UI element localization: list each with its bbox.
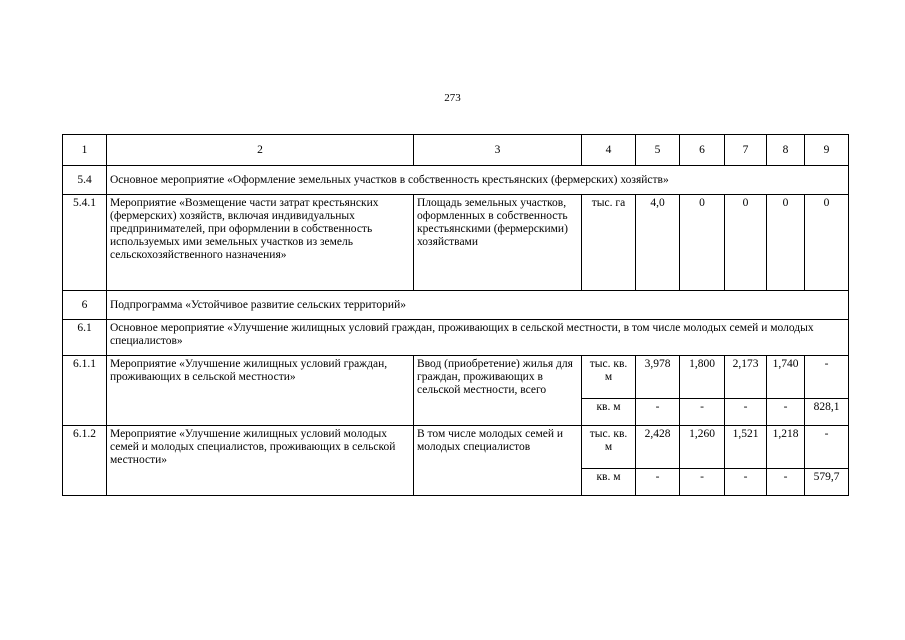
value-cell: - bbox=[805, 426, 849, 469]
header-cell-4: 4 bbox=[582, 135, 636, 166]
row-number: 5.4 bbox=[63, 166, 107, 195]
indicator-name: Площадь земельных участков, оформленных в собственность крестьянскими (фермерскими) хозяйствами bbox=[414, 195, 582, 291]
value-cell: 0 bbox=[680, 195, 725, 291]
row-number: 6 bbox=[63, 291, 107, 320]
value-cell: - bbox=[767, 469, 805, 496]
value-cell: - bbox=[636, 399, 680, 426]
header-cell-7: 7 bbox=[725, 135, 767, 166]
page-number: 273 bbox=[444, 92, 461, 104]
table-row bbox=[63, 166, 849, 195]
measure-name: Мероприятие «Улучшение жилищных условий граждан, проживающих в сельской местности» bbox=[107, 356, 414, 426]
value-cell: - bbox=[767, 399, 805, 426]
section-title: Основное мероприятие «Улучшение жилищных условий граждан, проживающих в сельской местности, в том числе молодых семей и молодых специалистов» bbox=[107, 320, 849, 356]
value-cell: 0 bbox=[767, 195, 805, 291]
unit-cell: тыс. га bbox=[582, 195, 636, 291]
unit-cell: кв. м bbox=[582, 469, 636, 496]
value-cell: 1,800 bbox=[680, 356, 725, 399]
value-cell: - bbox=[680, 469, 725, 496]
value-cell: 0 bbox=[725, 195, 767, 291]
header-cell-9: 9 bbox=[805, 135, 849, 166]
header-row bbox=[63, 135, 849, 166]
header-cell-6: 6 bbox=[680, 135, 725, 166]
row-number: 6.1.2 bbox=[63, 426, 107, 496]
value-cell: 4,0 bbox=[636, 195, 680, 291]
section-title: Основное мероприятие «Оформление земельных участков в собственность крестьянских (фермерских) хозяйств» bbox=[107, 166, 849, 195]
table-row bbox=[63, 426, 849, 469]
value-cell: - bbox=[805, 356, 849, 399]
row-number: 6.1.1 bbox=[63, 356, 107, 426]
header-cell-1: 1 bbox=[63, 135, 107, 166]
header-cell-2: 2 bbox=[107, 135, 414, 166]
table-row bbox=[63, 195, 849, 291]
table-row bbox=[63, 356, 849, 399]
row-number: 6.1 bbox=[63, 320, 107, 356]
value-cell: 1,521 bbox=[725, 426, 767, 469]
value-cell: - bbox=[725, 399, 767, 426]
value-cell: 3,978 bbox=[636, 356, 680, 399]
value-cell: 1,260 bbox=[680, 426, 725, 469]
row-number: 5.4.1 bbox=[63, 195, 107, 291]
header-cell-5: 5 bbox=[636, 135, 680, 166]
measure-name: Мероприятие «Улучшение жилищных условий молодых семей и молодых специалистов, проживающих в сельской местности» bbox=[107, 426, 414, 496]
table-row bbox=[63, 320, 849, 356]
measure-name: Мероприятие «Возмещение части затрат крестьянских (фермерских) хозяйств, включая индивидуальных предпринимателей, при оформлении в собственность используемых ими земельных участков из земель сельскохозяйственного назначения» bbox=[107, 195, 414, 291]
value-cell: 2,173 bbox=[725, 356, 767, 399]
section-title: Подпрограмма «Устойчивое развитие сельских территорий» bbox=[107, 291, 849, 320]
unit-cell: тыс. кв. м bbox=[582, 426, 636, 469]
unit-cell: кв. м bbox=[582, 399, 636, 426]
header-cell-3: 3 bbox=[414, 135, 582, 166]
indicator-name: В том числе молодых семей и молодых специалистов bbox=[414, 426, 582, 496]
header-cell-8: 8 bbox=[767, 135, 805, 166]
value-cell: - bbox=[680, 399, 725, 426]
value-cell: 1,218 bbox=[767, 426, 805, 469]
unit-cell: тыс. кв. м bbox=[582, 356, 636, 399]
table-row bbox=[63, 291, 849, 320]
value-cell: 1,740 bbox=[767, 356, 805, 399]
value-cell: - bbox=[636, 469, 680, 496]
value-cell: 579,7 bbox=[805, 469, 849, 496]
program-table bbox=[62, 134, 849, 496]
value-cell: - bbox=[725, 469, 767, 496]
value-cell: 2,428 bbox=[636, 426, 680, 469]
value-cell: 828,1 bbox=[805, 399, 849, 426]
indicator-name: Ввод (приобретение) жилья для граждан, проживающих в сельской местности, всего bbox=[414, 356, 582, 426]
value-cell: 0 bbox=[805, 195, 849, 291]
